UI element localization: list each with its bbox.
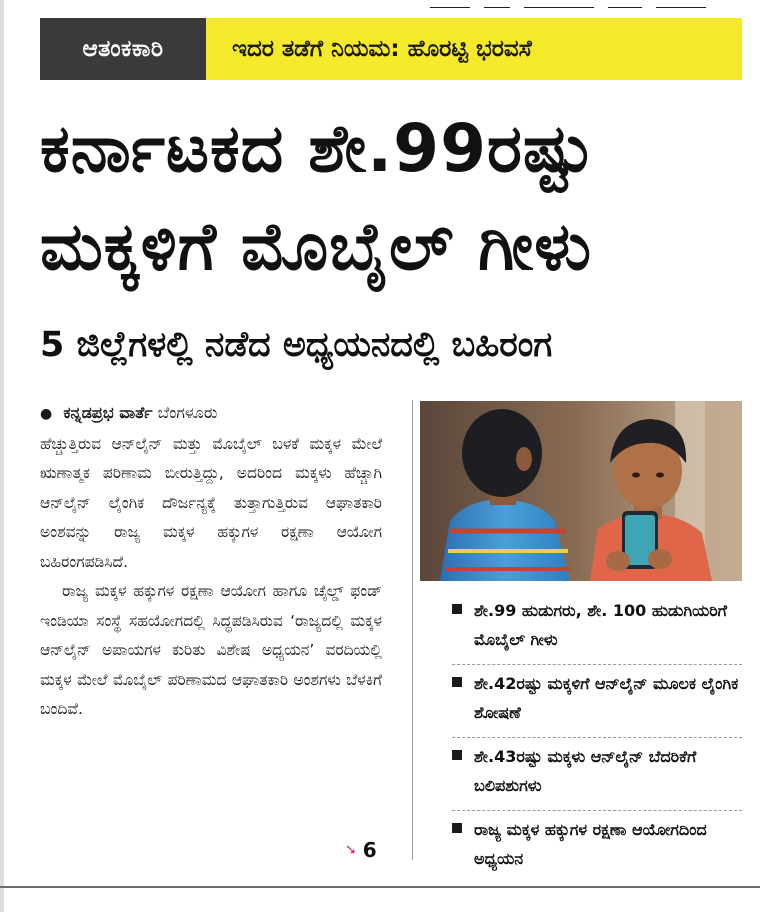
body-paragraph-2: ರಾಜ್ಯ ಮಕ್ಕಳ ಹಕ್ಕುಗಳ ರಕ್ಷಣಾ ಆಯೋಗ ಹಾಗೂ ಚೈಲ್ಡ್ ಫಂಡ್ ಇಂಡಿಯಾ ಸಂಸ್ಥೆ ಸಹಯೋಗದಲ್ಲಿ ಸಿದ್ಧಪಡಿಸಿರುವ ‘ರಾಜ್ಯದಲ್ಲಿ ಮಕ್ಕಳ ಆನ್‌ಲೈನ್ ಅಪಾಯಗಳ ಕುರಿತು ವಿಶೇಷ ಅಧ್ಯಯನ’ ವರದಿಯಲ್ಲಿ ಮಕ್ಕಳ ಮೇಲೆ ಮೊಬೈಲ್ ಪರಿಣಾಮದ ಆಘಾತಕಾರಿ ಅಂಶಗಳು ಬೆಳಕಿಗೆ ಬಂದಿವೆ.: [40, 582, 382, 718]
kicker-text: ಇದರ ತಡೆಗೆ ನಿಯಮ: ಹೊರಟ್ಟಿ ಭರವಸೆ: [206, 18, 742, 80]
byline-city: ಬೆಂಗಳೂರು: [157, 403, 218, 422]
fact-text: ಶೇ.43ರಷ್ಟು ಮಕ್ಕಳು ಆನ್‌ಲೈನ್ ಬೆದರಿಕೆಗೆ ಬಲಿಪಶುಗಳು: [474, 747, 697, 795]
square-bullet-icon: [452, 750, 462, 760]
fact-item: [452, 592, 742, 665]
article-photo-children-with-phone: [420, 401, 742, 581]
page-edge: [0, 0, 4, 912]
body-paragraph-1: ಹೆಚ್ಚುತ್ತಿರುವ ಆನ್‌ಲೈನ್ ಮತ್ತು ಮೊಬೈಲ್ ಬಳಕೆ ಮಕ್ಕಳ ಮೇಲೆ ಋಣಾತ್ಮಕ ಪರಿಣಾಮ ಬೀರುತ್ತಿದ್ದು, ಅದರಿಂದ ಮಕ್ಕಳು ಹೆಚ್ಚಾಗಿ ಆನ್‌ಲೈನ್ ಲೈಂಗಿಕ ದೌರ್ಜನ್ಯಕ್ಕೆ ತುತ್ತಾಗುತ್ತಿರುವ ಆಘಾತಕಾರಿ ಅಂಶವನ್ನು ರಾಜ್ಯ ಮಕ್ಕಳ ಹಕ್ಕುಗಳ ರಕ್ಷಣಾ ಆಯೋಗ ಬಹಿರಂಗಪಡಿಸಿದೆ.: [40, 434, 382, 571]
column-divider: [412, 400, 413, 860]
square-bullet-icon: [452, 823, 462, 833]
headline: [40, 100, 745, 296]
fact-text: ಶೇ.99 ಹುಡುಗರು, ಶೇ. 100 ಹುಡುಗಿಯರಿಗೆ ಮೊಬೈಲ್ ಗೀಳು: [474, 601, 727, 649]
photo-illustration: [420, 401, 742, 581]
fact-item: [452, 738, 742, 811]
subheadline: 5 ಜಿಲ್ಲೆಗಳಲ್ಲಿ ನಡೆದ ಅಧ್ಯಯನದಲ್ಲಿ ಬಹಿರಂಗ: [40, 325, 553, 365]
continue-page-number: 6: [362, 838, 377, 862]
fact-text: ರಾಜ್ಯ ಮಕ್ಕಳ ಹಕ್ಕುಗಳ ರಕ್ಷಣಾ ಆಯೋಗದಿಂದ ಅಧ್ಯಯನ: [474, 820, 707, 868]
square-bullet-icon: [452, 677, 462, 687]
section-label: ಆತಂಕಕಾರಿ: [40, 18, 206, 80]
byline: [40, 398, 382, 430]
continue-arrow-icon: ➘: [345, 842, 357, 858]
fact-item: [452, 665, 742, 738]
continued-on-page: [345, 838, 377, 862]
page-bottom-rule: [0, 886, 760, 888]
fact-text: ಶೇ.42ರಷ್ಟು ಮಕ್ಕಳಿಗೆ ಆನ್‌ಲೈನ್ ಮೂಲಕ ಲೈಂಗಿಕ ಶೋಷಣೆ: [474, 674, 739, 722]
previous-headline-fragment: [430, 0, 750, 8]
key-facts-list: [452, 592, 742, 883]
square-bullet-icon: [452, 604, 462, 614]
byline-agency: ಕನ್ನಡಪ್ರಭ ವಾರ್ತೆ: [63, 403, 153, 422]
byline-bullet: ●: [40, 406, 53, 422]
article-body: [40, 398, 382, 725]
headline-line-2: ಮಕ್ಕಳಿಗೆ ಮೊಬೈಲ್ ಗೀಳು: [40, 208, 593, 285]
fact-item: [452, 811, 742, 883]
section-tag-row: [40, 18, 742, 80]
headline-line-1: ಕರ್ನಾಟಕದ ಶೇ.99ರಷ್ಟು: [40, 110, 595, 187]
